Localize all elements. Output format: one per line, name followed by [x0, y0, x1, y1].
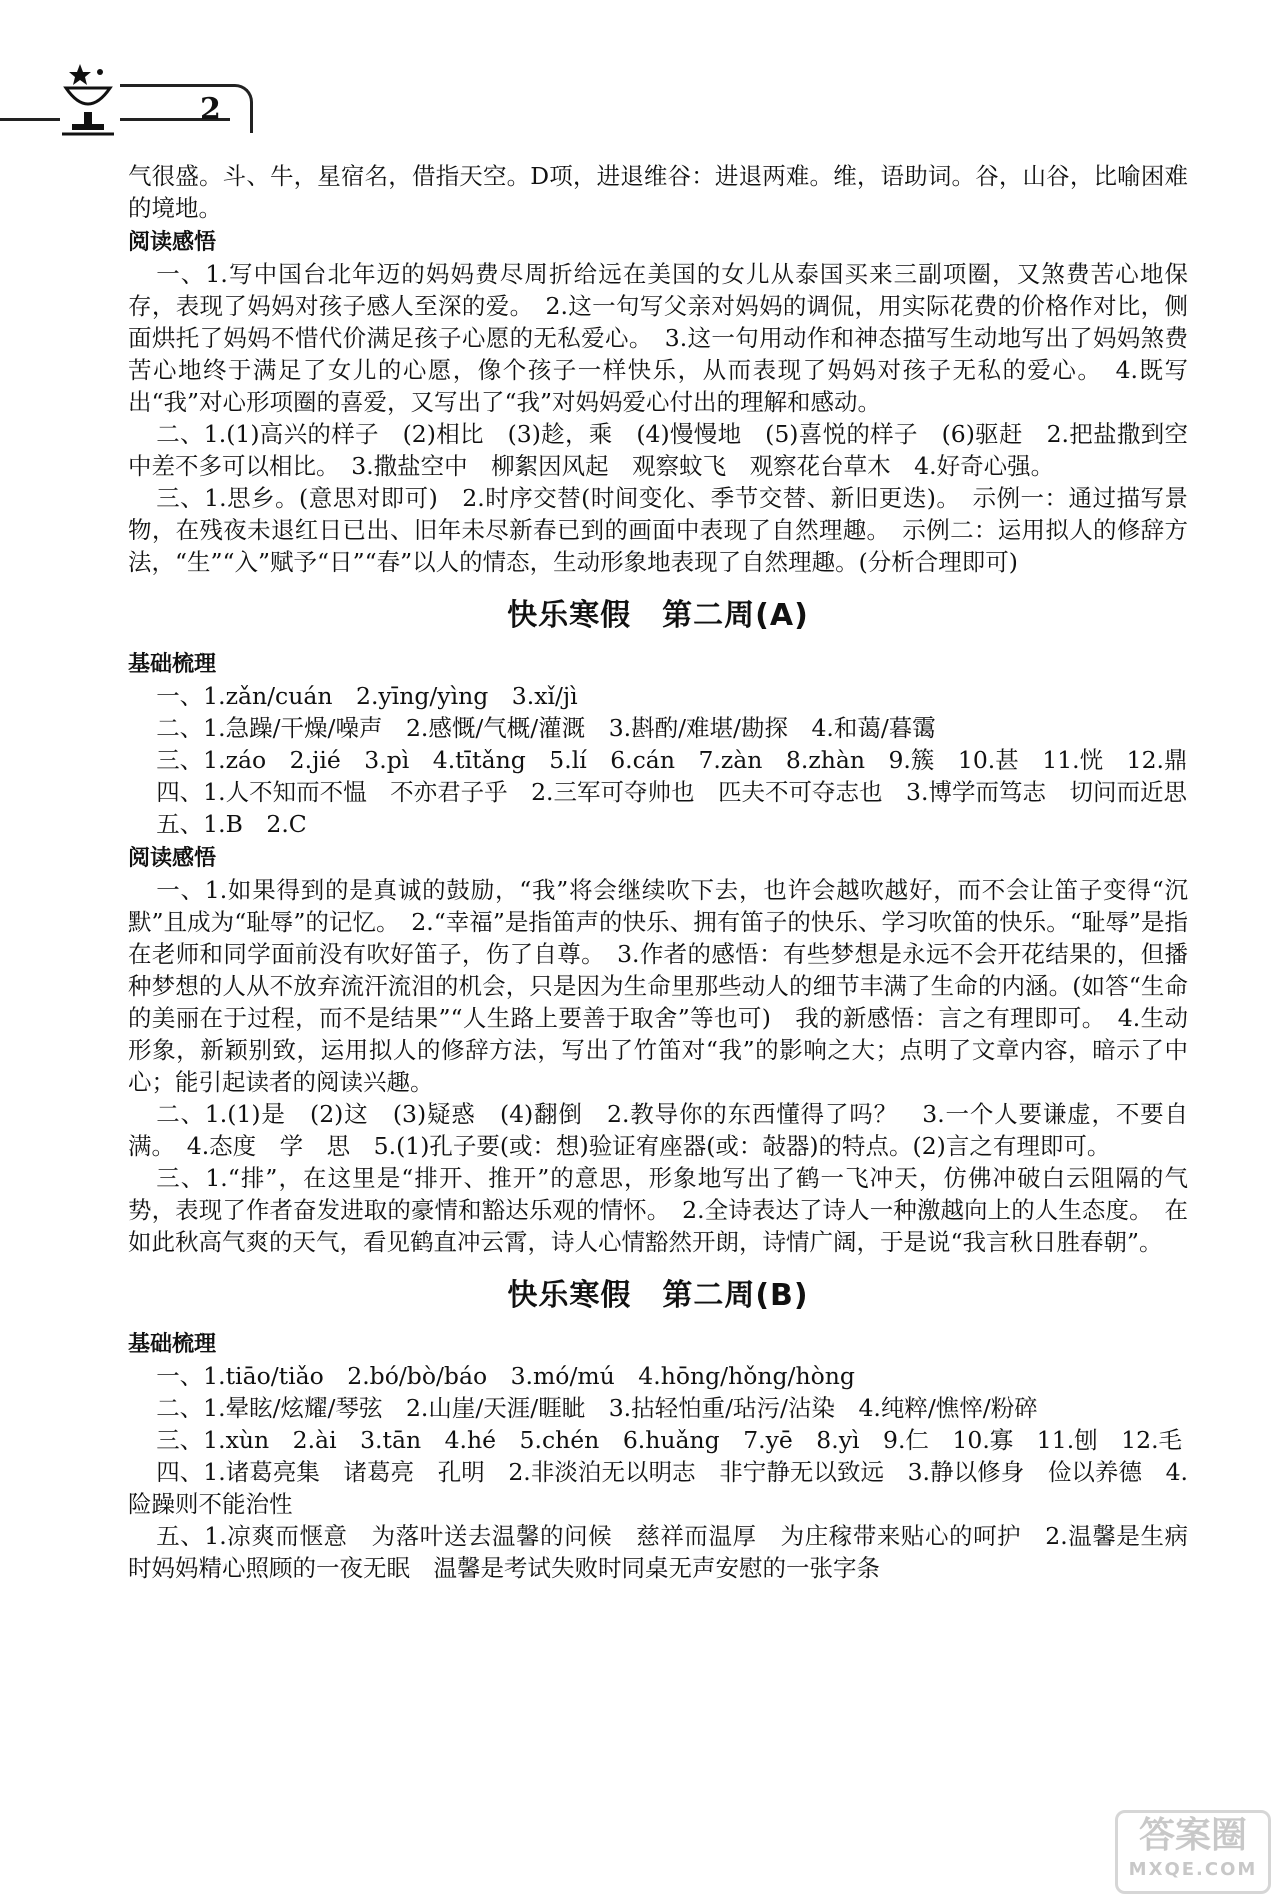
- sub-heading: 阅读感悟: [128, 230, 217, 255]
- answer-paragraph: 一、1.如果得到的是真诚的鼓励，“我”将会继续吹下去，也许会越吹越好，而不会让笛子变得“沉默”且成为“耻辱”的记忆。 2.“幸福”是指笛声的快乐、拥有笛子的快乐、学习吹笛的快乐。“耻辱”是指在老师和同学面前没有吹好笛子，伤了自尊。 3.作者的感悟：有些梦想是永远不会开花结果的，但播种梦想的人从不放弃流汗流泪的机会，只是因为生命里那些动人的细节丰满了生命的内涵。(如答“生命的美丽在于过程，而不是结果”“人生路上要善于取舍”等也可) 我的新感悟：言之有理即可。 4.生动形象，新颖别致，运用拟人的修辞方法，写出了竹笛对“我”的影响之大；点明了文章内容，暗示了中心；能引起读者的阅读兴趣。: [128, 876, 1188, 1096]
- sub-heading: 基础梳理: [128, 652, 217, 677]
- answer-paragraph: 五、1.凉爽而惬意 为落叶送去温馨的问候 慈祥而温厚 为庄稼带来贴心的呵护 2.温馨是生病时妈妈精心照顾的一夜无眠 温馨是考试失败时同桌无声安慰的一张字条: [128, 1522, 1188, 1582]
- page-number: 2: [200, 92, 221, 127]
- answer-paragraph: 气很盛。斗、牛，星宿名，借指天空。D项，进退维谷：进退两难。维，语助词。谷，山谷，比喻困难的境地。: [128, 162, 1188, 222]
- sub-heading: 阅读感悟: [128, 846, 217, 871]
- watermark-logo: [1115, 1810, 1271, 1894]
- answer-paragraph: 一、1.写中国台北年迈的妈妈费尽周折给远在美国的女儿从泰国买来三副项圈，又煞费苦心地保存，表现了妈妈对孩子感人至深的爱。 2.这一句写父亲对妈妈的调侃，用实际花费的价格作对比，侧面烘托了妈妈不惜代价满足孩子心愿的无私爱心。 3.这一句用动作和神态描写生动地写出了妈妈煞费苦心地终于满足了女儿的心愿，像个孩子一样快乐，从而表现了妈妈对孩子无私的爱心。 4.既写出“我”对心形项圈的喜爱，又写出了“我”对妈妈爱心付出的理解和感动。: [128, 260, 1188, 416]
- answer-paragraph: 二、1.晕眩/炫耀/琴弦 2.山崖/天涯/睚眦 3.拈轻怕重/玷污/沾染 4.纯粹/憔悴/粉碎: [156, 1394, 1038, 1422]
- answer-paragraph: 四、1.人不知而不愠 不亦君子乎 2.三军可夺帅也 匹夫不可夺志也 3.博学而笃志 切问而近思: [156, 778, 1187, 806]
- header-tab: [120, 84, 253, 133]
- answer-paragraph: 二、1.(1)是 (2)这 (3)疑惑 (4)翻倒 2.教导你的东西懂得了吗？ 3.一个人要谦虚，不要自满。 4.态度 学 思 5.(1)孔子要(或：想)验证宥座器(或：敧器)的特点。(2)言之有理即可。: [128, 1100, 1188, 1160]
- watermark-url: MXQE.COM: [1128, 1859, 1258, 1880]
- answer-paragraph: 二、1.(1)高兴的样子 (2)相比 (3)趁，乘 (4)慢慢地 (5)喜悦的样子 (6)驱赶 2.把盐撒到空中差不多可以相比。 3.撒盐空中 柳絮因风起 观察蚊飞 观察花台草木 4.好奇心强。: [128, 420, 1188, 480]
- answer-paragraph: 三、1.思乡。(意思对即可) 2.时序交替(时间变化、季节交替、新旧更迭)。 示例一：通过描写景物，在残夜未退红日已出、旧年未尽新春已到的画面中表现了自然理趣。 示例二：运用拟人的修辞方法，“生”“入”赋予“日”“春”以人的情态，生动形象地表现了自然理趣。(分析合理即可): [128, 484, 1188, 576]
- section-title: 快乐寒假 第二周(B): [507, 1278, 809, 1313]
- answer-paragraph: 二、1.急躁/干燥/噪声 2.感慨/气概/灌溉 3.斟酌/难堪/勘探 4.和蔼/暮霭: [156, 714, 936, 742]
- answer-paragraph: 一、1.tiāo/tiǎo 2.bó/bò/báo 3.mó/mú 4.hōng/hǒng/hòng: [156, 1362, 855, 1390]
- answer-paragraph: 四、1.诸葛亮集 诸葛亮 孔明 2.非淡泊无以明志 非宁静无以致远 3.静以修身 俭以养德 4.险躁则不能治性: [128, 1458, 1188, 1518]
- sub-heading: 基础梳理: [128, 1332, 217, 1357]
- answer-paragraph: 五、1.B 2.C: [156, 810, 307, 838]
- trophy-icon: [58, 62, 118, 140]
- section-title: 快乐寒假 第二周(A): [507, 598, 809, 633]
- header-rule-left: [0, 118, 60, 121]
- answer-content: [128, 160, 1188, 1584]
- watermark-text: 答案圈: [1138, 1815, 1247, 1856]
- answer-paragraph: 三、1.xùn 2.ài 3.tān 4.hé 5.chén 6.huǎng 7.yē 8.yì 9.仁 10.寡 11.刨 12.毛: [156, 1426, 1183, 1454]
- page-header: [0, 62, 300, 142]
- answer-paragraph: 三、1.záo 2.jié 3.pì 4.tītǎng 5.lí 6.cán 7.zàn 8.zhàn 9.簇 10.甚 11.恍 12.鼎: [156, 746, 1188, 774]
- answer-paragraph: 三、1.“排”，在这里是“排开、推开”的意思，形象地写出了鹤一飞冲天，仿佛冲破白云阻隔的气势，表现了作者奋发进取的豪情和豁达乐观的情怀。 2.全诗表达了诗人一种激越向上的人生态度。 在如此秋高气爽的天气，看见鹤直冲云霄，诗人心情豁然开朗，诗情广阔，于是说“我言秋日胜春朝”。: [128, 1164, 1188, 1256]
- answer-paragraph: 一、1.zǎn/cuán 2.yīng/yìng 3.xǐ/jì: [156, 682, 578, 710]
